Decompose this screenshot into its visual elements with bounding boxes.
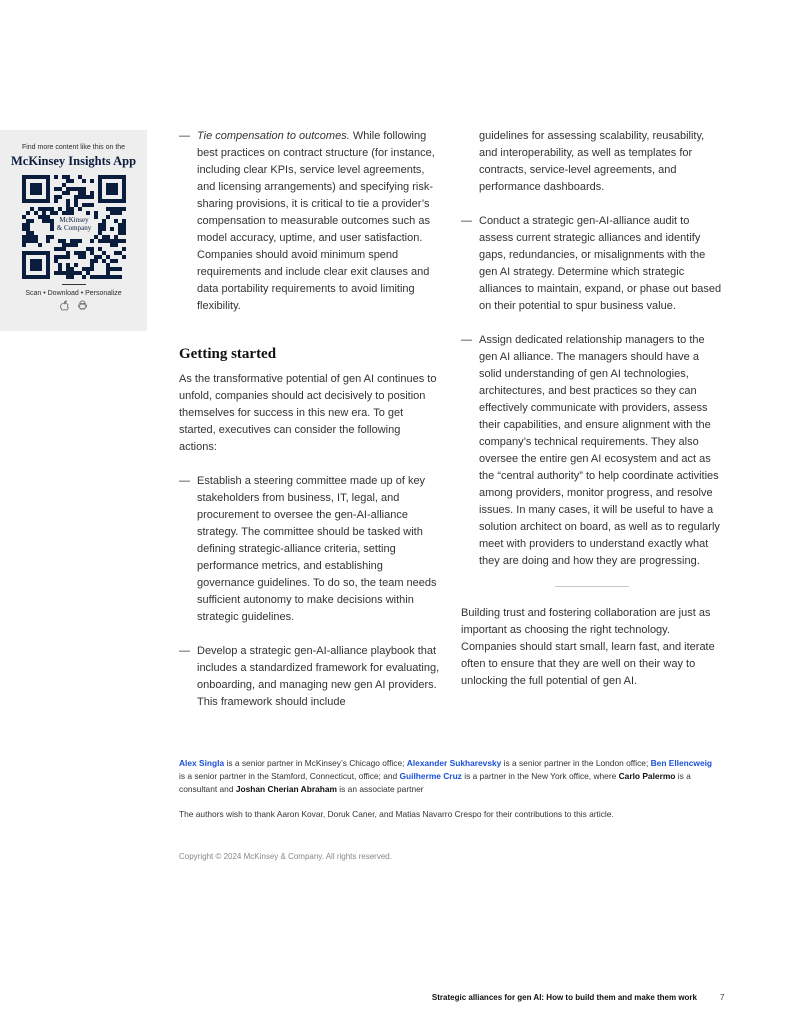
qr-module (90, 239, 94, 243)
qr-module (58, 239, 62, 243)
qr-module (102, 227, 106, 231)
qr-module (62, 255, 66, 259)
qr-module (90, 203, 94, 207)
qr-module (66, 243, 70, 247)
qr-module (42, 207, 46, 211)
qr-module (42, 211, 46, 215)
qr-module (122, 207, 126, 211)
qr-module (122, 219, 126, 223)
qr-module (70, 239, 74, 243)
qr-module (70, 179, 74, 183)
qr-module (54, 211, 58, 215)
qr-module (26, 239, 30, 243)
author-link[interactable]: Ben Ellencweig (650, 758, 713, 768)
qr-module (70, 211, 74, 215)
qr-module (66, 203, 70, 207)
bullet-alliance-audit (461, 213, 723, 315)
qr-module (98, 255, 102, 259)
qr-module (122, 223, 126, 227)
qr-module (30, 219, 34, 223)
qr-module (102, 223, 106, 227)
qr-module (86, 195, 90, 199)
qr-module (78, 207, 82, 211)
qr-module (118, 223, 122, 227)
qr-module (54, 255, 58, 259)
qr-module (98, 227, 102, 231)
qr-module (110, 207, 114, 211)
qr-module (58, 255, 62, 259)
qr-module (86, 271, 90, 275)
qr-finder (30, 183, 42, 195)
qr-module (118, 275, 122, 279)
qr-module (42, 215, 46, 219)
qr-module (62, 239, 66, 243)
qr-module (110, 275, 114, 279)
bullet-dash: — (179, 645, 190, 657)
bullet-text: While following best practices on contract structure (for instance, including clear KPIs, service level agreements, and licensing arrangements) and specifying risk-sharing provisions, it is critical to tie a provider’s compensation to measurable outcomes such as model accuracy, uptime, and user satisfaction. Companies should avoid minimum spend requirements and include clear exit clauses and data portability requirements to avoid limiting flexibility. (197, 130, 435, 312)
qr-finder (30, 259, 42, 271)
promo-line: Find more content like this on the (21, 144, 126, 151)
qr-module (122, 227, 126, 231)
bullet-dash: — (461, 334, 472, 346)
qr-module (22, 223, 26, 227)
qr-module (66, 175, 70, 179)
qr-module (118, 211, 122, 215)
qr-module (114, 243, 118, 247)
qr-module (66, 207, 70, 211)
qr-module (62, 243, 66, 247)
qr-module (62, 175, 66, 179)
qr-module (90, 195, 94, 199)
qr-module (90, 263, 94, 267)
qr-module (78, 239, 82, 243)
qr-module (114, 207, 118, 211)
qr-module (22, 243, 26, 247)
qr-module (58, 267, 62, 271)
qr-module (66, 199, 70, 203)
qr-module (82, 187, 86, 191)
qr-module (50, 219, 54, 223)
qr-module (26, 223, 30, 227)
qr-module (30, 207, 34, 211)
qr-module (78, 251, 82, 255)
qr-module (34, 235, 38, 239)
qr-module (82, 275, 86, 279)
qr-module (122, 247, 126, 251)
qr-module (54, 175, 58, 179)
contributor-name: Carlo Palermo (618, 771, 676, 781)
qr-module (50, 235, 54, 239)
qr-module (50, 223, 54, 227)
bullet-relationship-managers (461, 332, 723, 570)
qr-module (22, 227, 26, 231)
bullet-text: Establish a steering committee made up of key stakeholders from business, IT, legal, and procurement to oversee the gen-AI-alliance strategy. The committee should be tasked with defining strategic-alliance criteria, setting performance metrics, and establishing governance guidelines. To do so, the team needs sufficient autonomy to make decisions within strategic guidelines. (197, 475, 437, 623)
qr-module (30, 231, 34, 235)
qr-module (54, 271, 58, 275)
qr-module (58, 247, 62, 251)
qr-module (114, 259, 118, 263)
qr-module (106, 271, 110, 275)
intro-paragraph: As the transformative potential of gen AI continues to unfold, companies should act decisively to position themselves for success in this new era. To get started, executives can consider the following actions: (179, 373, 437, 453)
section-divider (555, 586, 629, 587)
qr-module (62, 247, 66, 251)
qr-module (122, 239, 126, 243)
qr-module (90, 247, 94, 251)
qr-module (98, 231, 102, 235)
qr-module (110, 243, 114, 247)
qr-module (30, 235, 34, 239)
bullet-dash: — (179, 475, 190, 487)
acknowledgements: The authors wish to thank Aaron Kovar, Doruk Caner, and Matias Navarro Crespo for their contributions to this article. (179, 809, 614, 819)
qr-module (94, 259, 98, 263)
qr-module (78, 195, 82, 199)
qr-module (66, 255, 70, 259)
contributor-name: Joshan Cherian Abraham (235, 784, 337, 794)
qr-module (102, 251, 106, 255)
qr-module (98, 239, 102, 243)
qr-module (94, 235, 98, 239)
promo-app-title: McKinsey Insights App (10, 154, 137, 168)
qr-module (22, 239, 26, 243)
qr-module (70, 207, 74, 211)
qr-module (66, 179, 70, 183)
qr-module (86, 267, 90, 271)
bullet-lead: Tie compensation to outcomes. (197, 130, 350, 142)
qr-module (90, 179, 94, 183)
qr-module (34, 239, 38, 243)
qr-module (102, 239, 106, 243)
qr-module (66, 263, 70, 267)
qr-module (54, 247, 58, 251)
qr-module (50, 211, 54, 215)
qr-module (66, 275, 70, 279)
qr-module (78, 255, 82, 259)
qr-module (90, 267, 94, 271)
qr-module (46, 239, 50, 243)
qr-module (114, 211, 118, 215)
qr-module (22, 235, 26, 239)
qr-module (42, 219, 46, 223)
qr-module (122, 255, 126, 259)
qr-module (106, 207, 110, 211)
qr-module (82, 191, 86, 195)
qr-module (38, 243, 42, 247)
bullet-text: guidelines for assessing scalability, reusability, and interoperability, as well as templates for contracts, service-level agreements, and performance dashboards. (479, 130, 705, 193)
qr-logo-text: & Company (56, 224, 91, 232)
bullet-playbook (179, 643, 441, 711)
qr-module (74, 195, 78, 199)
qr-module (82, 179, 86, 183)
qr-module (66, 251, 70, 255)
qr-module (106, 215, 110, 219)
qr-module (106, 267, 110, 271)
closing-paragraph: Building trust and fostering collaboration are just as important as choosing the right technology. Companies should start small, learn fast, and iterate often to ensure that they are well on their way to unlocking the full potential of gen AI. (461, 607, 715, 687)
qr-module (102, 235, 106, 239)
insights-app-promo (0, 130, 147, 331)
qr-module (54, 187, 58, 191)
qr-module (74, 199, 78, 203)
qr-module (98, 275, 102, 279)
qr-code[interactable] (22, 175, 126, 279)
section-heading-getting-started: Getting started (179, 346, 277, 362)
qr-module (118, 227, 122, 231)
android-icon[interactable] (77, 300, 88, 311)
qr-module (50, 207, 54, 211)
qr-module (34, 211, 38, 215)
qr-module (74, 263, 78, 267)
article-column-right (461, 128, 723, 690)
qr-module (86, 247, 90, 251)
qr-module (94, 211, 98, 215)
author-link[interactable]: Guilherme Cruz (399, 771, 462, 781)
author-bios: Alex Singla is a senior partner in McKinsey’s Chicago office; Alexander Sukharevsky is a senior partner in the London office; Ben Ellencweig is a senior partner in the Stamford, Connecticut, office; and Guilherme Cruz is a partner in the New York office, where Carlo Palermo is a consultant and Joshan Cherian Abraham is an associate partner (179, 758, 713, 794)
qr-module (62, 183, 66, 187)
qr-module (98, 223, 102, 227)
qr-module (110, 239, 114, 243)
qr-module (38, 207, 42, 211)
qr-module (54, 259, 58, 263)
qr-module (118, 239, 122, 243)
author-link[interactable]: Alex Singla (179, 758, 225, 768)
qr-module (102, 275, 106, 279)
qr-module (82, 203, 86, 207)
qr-module (74, 239, 78, 243)
qr-module (62, 191, 66, 195)
qr-module (106, 263, 110, 267)
bullet-tie-compensation (179, 128, 441, 315)
bullet-steering-committee (179, 473, 441, 626)
qr-module (54, 195, 58, 199)
qr-finder (106, 183, 118, 195)
qr-module (22, 215, 26, 219)
qr-module (106, 255, 110, 259)
qr-module (66, 267, 70, 271)
qr-module (78, 175, 82, 179)
qr-module (26, 235, 30, 239)
qr-module (114, 275, 118, 279)
qr-module (66, 187, 70, 191)
qr-module (94, 215, 98, 219)
qr-module (102, 259, 106, 263)
qr-module (78, 271, 82, 275)
qr-module (82, 195, 86, 199)
qr-module (110, 227, 114, 231)
qr-module (58, 271, 62, 275)
qr-module (74, 203, 78, 207)
qr-module (54, 199, 58, 203)
qr-module (90, 259, 94, 263)
qr-module (118, 267, 122, 271)
qr-module (114, 239, 118, 243)
copyright-notice: Copyright © 2024 McKinsey & Company. All rights reserved. (179, 852, 392, 861)
author-link[interactable]: Alexander Sukharevsky (406, 758, 502, 768)
qr-module (70, 275, 74, 279)
qr-module (74, 187, 78, 191)
bullet-text: Develop a strategic gen-AI-alliance playbook that includes a standardized framework for evaluating, onboarding, and managing new gen AI providers. This framework should include (197, 645, 440, 708)
qr-module (66, 211, 70, 215)
bullet-dash: — (461, 215, 472, 227)
qr-module (66, 191, 70, 195)
qr-module (62, 271, 66, 275)
qr-module (58, 195, 62, 199)
article-column-left (179, 128, 441, 711)
qr-module (94, 255, 98, 259)
qr-module (58, 263, 62, 267)
qr-module (26, 219, 30, 223)
footer-article-title: Strategic alliances for gen AI: How to build them and make them work (431, 993, 697, 1002)
qr-module (90, 251, 94, 255)
qr-module (82, 255, 86, 259)
qr-module (70, 187, 74, 191)
qr-module (110, 259, 114, 263)
qr-module (50, 227, 54, 231)
qr-module (70, 271, 74, 275)
store-icons (0, 300, 147, 314)
promo-divider (62, 284, 86, 285)
qr-module (106, 275, 110, 279)
bullet-text: Assign dedicated relationship managers to the gen AI alliance. The managers should have a solid understanding of gen AI technologies, architectures, and best practices so they can effectively communicate with providers, assess their capabilities, and ensure alignment with the company’s technical requirements. They also oversee the entire gen AI ecosystem and act as the “central authority” to help coordinate activities among providers, monitor progress, and resolve issues. In many cases, it will be useful to have a solution architect on board, as well as to regularly meet with providers to understand exactly what they are doing and how they are progressing. (479, 334, 720, 567)
qr-module (74, 271, 78, 275)
qr-module (94, 275, 98, 279)
qr-module (114, 251, 118, 255)
qr-module (106, 235, 110, 239)
bullet-playbook-continued (461, 128, 723, 196)
qr-module (46, 219, 50, 223)
qr-module (98, 247, 102, 251)
qr-module (82, 251, 86, 255)
bullet-text: Conduct a strategic gen-AI-alliance audit to assess current strategic alliances and identify gaps, redundancies, or misalignments with the gen AI strategy. Determine which strategic alliances to maintain, expand, or phase out based on their potential to spur business value. (479, 215, 722, 312)
qr-module (38, 215, 42, 219)
qr-module (78, 191, 82, 195)
qr-module (46, 207, 50, 211)
qr-module (110, 267, 114, 271)
qr-module (118, 207, 122, 211)
qr-module (118, 231, 122, 235)
qr-module (74, 243, 78, 247)
bullet-dash: — (179, 130, 190, 142)
qr-module (82, 267, 86, 271)
qr-module (58, 187, 62, 191)
qr-module (70, 267, 74, 271)
qr-module (66, 271, 70, 275)
qr-module (78, 187, 82, 191)
qr-module (110, 211, 114, 215)
qr-module (118, 251, 122, 255)
qr-logo-text: McKinsey (58, 216, 89, 224)
qr-module (90, 191, 94, 195)
qr-module (58, 207, 62, 211)
qr-module (102, 219, 106, 223)
qr-module (46, 215, 50, 219)
qr-module (114, 267, 118, 271)
qr-module (86, 203, 90, 207)
qr-module (86, 211, 90, 215)
qr-module (90, 275, 94, 279)
qr-module (74, 251, 78, 255)
promo-tagline: Scan • Download • Personalize (25, 290, 122, 297)
qr-module (46, 235, 50, 239)
page-number: 7 (720, 993, 725, 1002)
qr-module (114, 235, 118, 239)
apple-icon[interactable] (59, 300, 70, 311)
qr-module (106, 239, 110, 243)
qr-module (30, 239, 34, 243)
qr-module (62, 211, 66, 215)
qr-module (26, 211, 30, 215)
qr-module (26, 227, 30, 231)
qr-module (122, 231, 126, 235)
qr-module (70, 243, 74, 247)
qr-module (26, 231, 30, 235)
qr-module (114, 219, 118, 223)
